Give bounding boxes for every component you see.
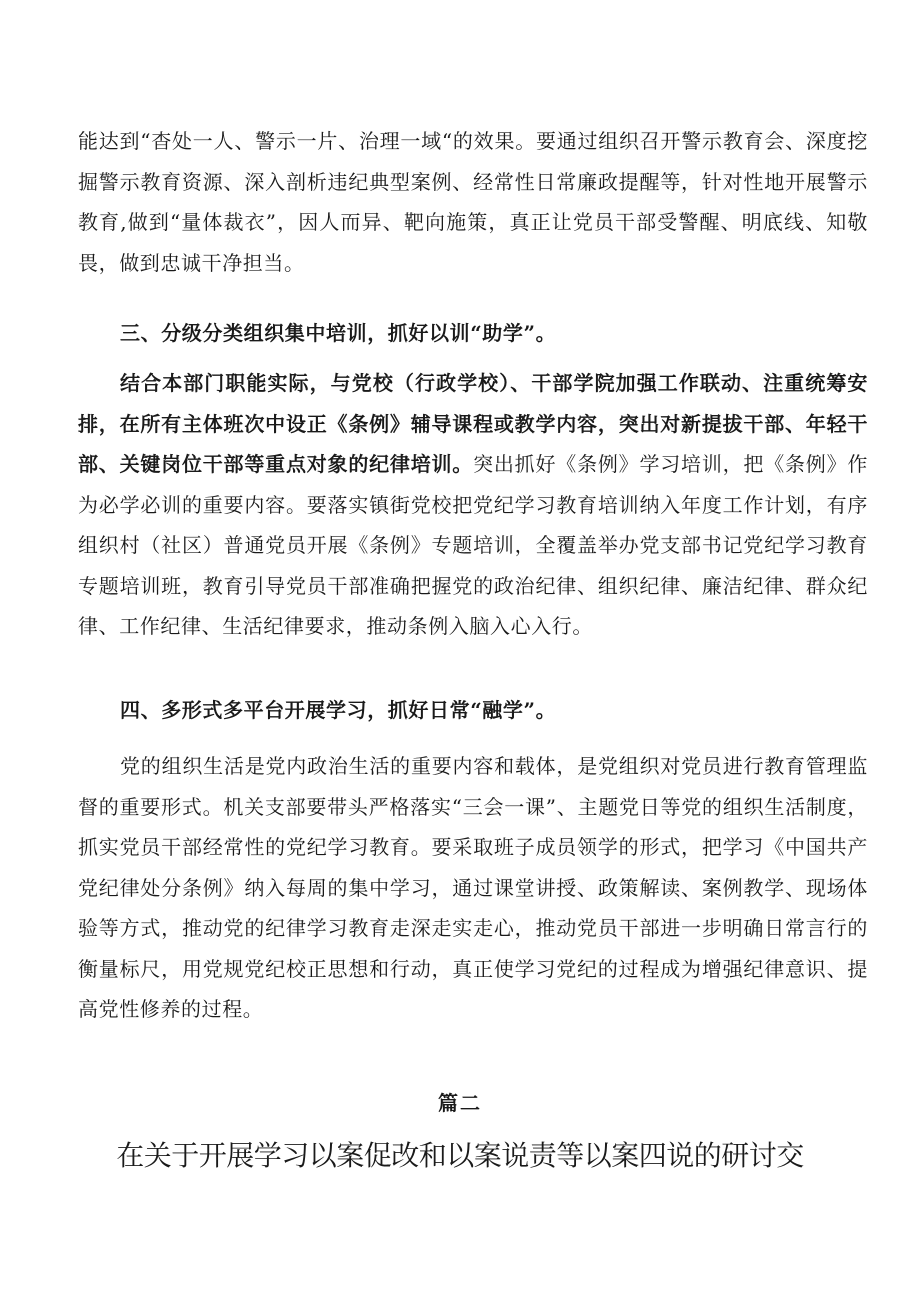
paragraph-training-bold-lead: 结合本部门职能实际，与党校（行政学校）、干部学院加强工作联动、注重统筹安排，在所有主体班次中设正《条例》辅导课程或教学内容，突出对新提拔干部、年轻干部、关键岗位干部等重点对象的纪律培训。 [78,371,868,476]
paragraph-training [78,363,868,647]
paragraph-organization-life: 党的组织生活是党内政治生活的重要内容和载体，是党组织对党员进行教育管理监督的重要形式。机关支部要带头严格落实“三会一课”、主题党日等党的组织生活制度，抓实党员干部经常性的党纪学习教育。要采取班子成员领学的形式，把学习《中国共产党纪律处分条例》纳入每周的集中学习，通过课堂讲授、政策解读、案例教学、现场体验等方式，推动党的纪律学习教育走深走实走心，推动党员干部进一步明确日常言行的衡量标尺，用党规党纪校正思想和行动，真正使学习党纪的过程成为增强纪律意识、提高党性修养的过程。 [78,754,868,1021]
paragraph-warning-education: 能达到“杳处一人、警示一片、治理一域“的效果。要通过组织召开警示教育会、深度挖掘警示教育资源、深入剖析违纪典型案例、经常性日常廉政提醒等，针对性地开展警示教育,做到“量体裁衣”，因人而异、靶向施策，真正让党员干部受警醒、明底线、知敬畏，做到忠诚干净担当。 [78,129,868,275]
section-title: 在关于开展学习以案促改和以案说责等以案四说的研讨交 [116,1139,804,1172]
heading-section-three: 三、分级分类组织集中培训，抓好以训“助学”。 [120,321,557,345]
section-label: 篇二 [438,1091,482,1115]
heading-section-four: 四、多形式多平台开展学习，抓好日常“融学”。 [120,698,557,722]
paragraph-training-body: 突出抓好《条例》学习培训，把《条例》作为必学必训的重要内容。要落实镇街党校把党纪学习教育培训纳入年度工作计划，有序组织村（社区）普通党员开展《条例》专题培训，全覆盖举办党支部书记党纪学习教育专题培训班，教育引导党员干部准确把握党的政治纪律、组织纪律、廉洁纪律、群众纪律、工作纪律、生活纪律要求，推动条例入脑入心入行。 [78,452,868,638]
